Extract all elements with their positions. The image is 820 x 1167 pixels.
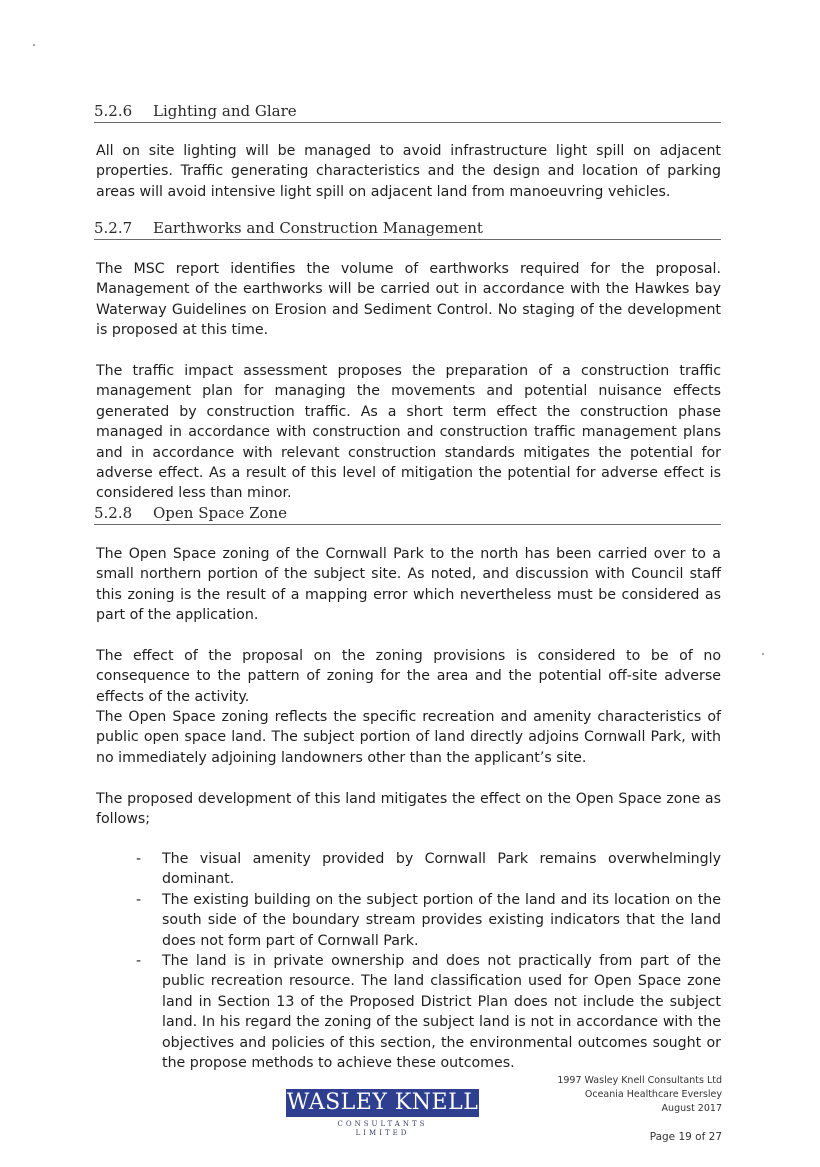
footer-company: 1997 Wasley Knell Consultants Ltd xyxy=(557,1075,722,1086)
bullet-marker: - xyxy=(136,891,142,908)
company-logo: WASLEY KNELL xyxy=(286,1090,479,1115)
logo-subtitle-consultants: CONSULTANTS xyxy=(337,1120,428,1128)
paragraph: The effect of the proposal on the zoning provisions is considered to be of no consequence to the pattern of zoning for the area and the potential off-site adverse effects of the activity. xyxy=(96,648,721,705)
scan-speck xyxy=(762,653,764,655)
paragraph: The proposed development of this land mitigates the effect on the Open Space zone as follows; xyxy=(96,791,721,828)
scan-speck xyxy=(33,44,35,46)
section-number: 5.2.6 xyxy=(94,102,133,120)
section-number: 5.2.8 xyxy=(94,504,133,522)
logo-subtitle-limited: LIMITED xyxy=(355,1129,410,1137)
list-item-text: The land is in private ownership and does not practically from part of the public recreation resource. The land classification used for Open Space zone land in Section 13 of the Proposed District Plan does not include the subject land. In his regard the zoning of the subject land is not in accordance with the objectives and policies of this section, the environmental outcomes sought or the propose methods to achieve these outcomes. xyxy=(162,953,721,1072)
list-item xyxy=(96,849,721,890)
footer-date: August 2017 xyxy=(661,1103,722,1114)
page-number: Page 19 of 27 xyxy=(649,1131,722,1143)
paragraph: The traffic impact assessment proposes the preparation of a construction traffic management plan for managing the movements and potential nuisance effects generated by construction traffic. As a short term effect the construction phase managed in accordance with construction and construction traffic management plans and in accordance with relevant construction standards mitigates the potential for adverse effect. As a result of this level of mitigation the potential for adverse effect is considered less than minor. xyxy=(96,363,721,502)
list-item xyxy=(96,890,721,951)
section-heading-5-2-6 xyxy=(94,102,721,123)
paragraph: All on site lighting will be managed to avoid infrastructure light spill on adjacent properties. Traffic generating characteristics and the design and location of parking areas will avoid intensive light spill on adjacent land from manoeuvring vehicles. xyxy=(96,143,721,200)
list-item xyxy=(96,951,721,1073)
bullet-marker: - xyxy=(136,851,142,867)
paragraph: The Open Space zoning of the Cornwall Park to the north has been carried over to a small northern portion of the subject site. As noted, and discussion with Council staff this zoning is the result of a mapping error which nevertheless must be considered as part of the application. xyxy=(96,546,721,624)
footer-project: Oceania Healthcare Eversley xyxy=(584,1089,722,1100)
section-heading-5-2-7 xyxy=(94,219,721,240)
paragraph: The MSC report identifies the volume of earthworks required for the proposal. Management of the earthworks will be carried out in accordance with the Hawkes bay Waterway Guidelines on Erosion and Sediment Control. No staging of the development is proposed at this time. xyxy=(96,261,721,339)
bullet-marker: - xyxy=(136,953,142,970)
section-number: 5.2.7 xyxy=(94,219,133,237)
section-title: Open Space Zone xyxy=(153,504,288,522)
section-title: Earthworks and Construction Management xyxy=(153,219,483,237)
list-item-text: The existing building on the subject portion of the land and its location on the south side of the boundary stream provides existing indicators that the land does not form part of Cornwall Park. xyxy=(162,891,721,949)
section-title: Lighting and Glare xyxy=(153,102,297,120)
bullet-list xyxy=(96,849,721,1073)
paragraph: The Open Space zoning reflects the specific recreation and amenity characteristics of public open space land. The subject portion of land directly adjoins Cornwall Park, with no immediately adjoining landowners other than the applicant’s site. xyxy=(96,709,721,766)
section-heading-5-2-8 xyxy=(94,504,721,525)
list-item-text: The visual amenity provided by Cornwall Park remains overwhelmingly dominant. xyxy=(162,851,721,888)
